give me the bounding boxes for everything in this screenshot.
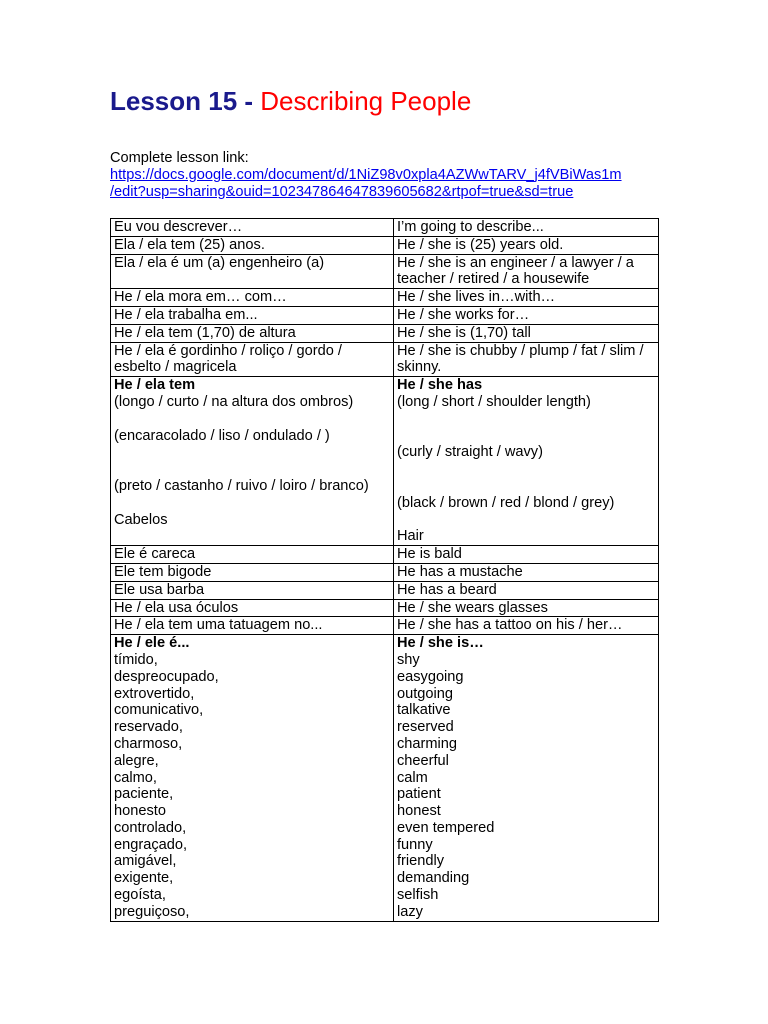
personality-word-pt: tímido, [114,651,158,668]
english-cell: He / she wears glasses [394,599,659,617]
hair-word-en: Hair [397,528,424,545]
personality-word-en: cheerful [397,752,449,769]
english-cell: He / she is (25) years old. [394,236,659,254]
personality-word-pt: reservado, [114,719,183,736]
table-row [111,306,659,324]
personality-word-en: friendly [397,853,445,870]
english-cell: He / she is (1,70) tall [394,324,659,342]
portuguese-cell: Ele é careca [111,546,394,564]
personality-word-pt: honesto [114,803,166,820]
personality-word-pt: calmo, [114,769,157,786]
portuguese-personality-cell [111,635,394,922]
hair-row [111,377,659,546]
portuguese-cell: Eu vou descrever… [111,219,394,237]
hair-length-pt: (longo / curto / na altura dos ombros) [114,393,354,410]
hair-length-en: (long / short / shoulder length) [397,393,591,410]
personality-word-en: calm [397,769,428,786]
lesson-topic: Describing People [260,86,472,116]
personality-word-en: even tempered [397,819,495,836]
english-cell: He is bald [394,546,659,564]
english-cell: I’m going to describe... [394,219,659,237]
portuguese-cell: Ele usa barba [111,581,394,599]
personality-word-pt: despreocupado, [114,668,219,685]
lesson-link-block [110,150,670,200]
lesson-link-line-2[interactable]: /edit?usp=sharing&ouid=102347864647839605682&rtpof=true&sd=true [110,183,574,200]
personality-word-pt: comunicativo, [114,702,204,719]
hair-color-en: (black / brown / red / blond / grey) [397,494,615,511]
table-row [111,617,659,635]
vocabulary-table [110,218,659,922]
english-cell: He has a mustache [394,563,659,581]
table-row [111,254,659,289]
personality-word-en: charming [397,735,458,752]
portuguese-hair-cell [111,377,394,546]
personality-word-pt: engraçado, [114,836,188,853]
table-row [111,342,659,377]
personality-word-pt: preguiçoso, [114,903,190,920]
english-hair-cell [394,377,659,546]
english-cell: He / she is chubby / plump / fat / slim / skinny. [394,342,659,377]
personality-word-en: talkative [397,702,451,719]
personality-word-en: funny [397,836,433,853]
personality-heading-pt: He / ele é... [114,635,190,652]
personality-word-pt: egoísta, [114,887,166,904]
hair-texture-pt: (encaracolado / liso / ondulado / ) [114,427,330,444]
english-personality-cell [394,635,659,922]
portuguese-cell: Ela / ela é um (a) engenheiro (a) [111,254,394,289]
table-row [111,581,659,599]
personality-word-en: shy [397,651,420,668]
personality-heading-en: He / she is… [397,635,484,652]
english-cell: He / she is an engineer / a lawyer / a teacher / retired / a housewife [394,254,659,289]
table-row [111,546,659,564]
english-cell: He has a beard [394,581,659,599]
portuguese-cell: He / ela tem (1,70) de altura [111,324,394,342]
portuguese-cell: He / ela é gordinho / roliço / gordo / esbelto / magricela [111,342,394,377]
english-cell: He / she works for… [394,306,659,324]
table-row [111,599,659,617]
hair-texture-en: (curly / straight / wavy) [397,444,543,461]
personality-word-pt: paciente, [114,786,174,803]
portuguese-cell: He / ela mora em… com… [111,289,394,307]
personality-word-en: honest [397,803,441,820]
portuguese-cell: He / ela tem uma tatuagem no... [111,617,394,635]
hair-color-pt: (preto / castanho / ruivo / loiro / branco) [114,477,369,494]
hair-heading-en: He / she has [397,377,483,394]
lesson-number: Lesson 15 - [110,86,261,116]
personality-word-pt: extrovertido, [114,685,195,702]
hair-word-pt: Cabelos [114,511,168,528]
table-row [111,324,659,342]
lesson-link-label: Complete lesson link: [110,150,249,166]
personality-word-en: lazy [397,903,423,920]
personality-word-pt: amigável, [114,853,177,870]
personality-word-pt: charmoso, [114,735,183,752]
personality-word-en: demanding [397,870,470,887]
english-cell: He / she has a tattoo on his / her… [394,617,659,635]
personality-word-en: easygoing [397,668,464,685]
portuguese-cell: Ele tem bigode [111,563,394,581]
personality-row [111,635,659,922]
personality-word-en: selfish [397,887,439,904]
english-cell: He / she lives in…with… [394,289,659,307]
personality-word-en: patient [397,786,441,803]
portuguese-cell: He / ela usa óculos [111,599,394,617]
portuguese-cell: Ela / ela tem (25) anos. [111,236,394,254]
personality-word-pt: exigente, [114,870,174,887]
lesson-link-line-1[interactable]: https://docs.google.com/document/d/1NiZ98v0xpla4AZWwTARV_j4fVBiWas1m [110,166,622,183]
table-row [111,563,659,581]
table-row [111,219,659,237]
personality-word-pt: controlado, [114,819,187,836]
table-row [111,236,659,254]
table-row [111,289,659,307]
hair-heading-pt: He / ela tem [114,377,196,394]
portuguese-cell: He / ela trabalha em... [111,306,394,324]
personality-word-en: outgoing [397,685,453,702]
personality-word-en: reserved [397,719,454,736]
lesson-title [110,84,471,118]
personality-word-pt: alegre, [114,752,159,769]
